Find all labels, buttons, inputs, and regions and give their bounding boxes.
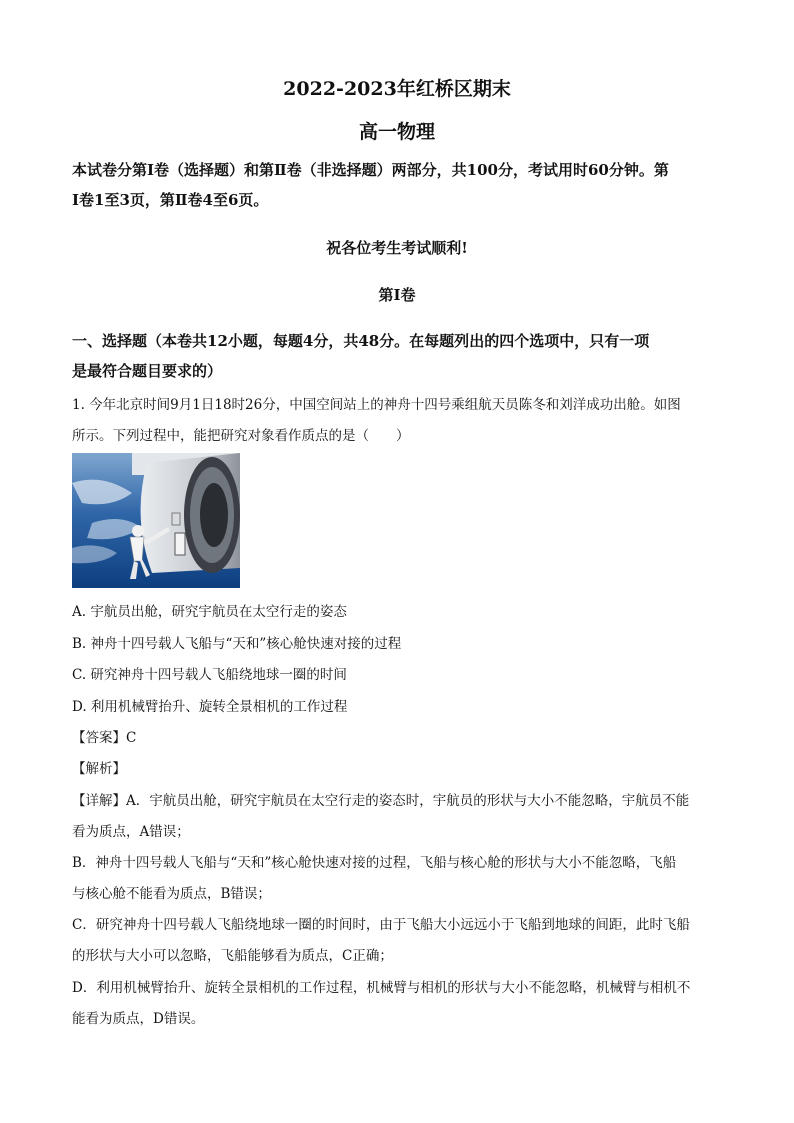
section-heading-line-1: 一、选择题（本卷共12小题，每题4分，共48分。在每题列出的四个选项中，只有一项: [72, 332, 650, 350]
space-station-photo: [72, 453, 240, 588]
detail-line-5: C．研究神舟十四号载人飞船绕地球一圈的时间时，由于飞船大小远远小于飞船到地球的间距，此时飞船: [72, 917, 690, 933]
analysis-heading: 【解析】: [72, 761, 126, 777]
detail-line-1: 【详解】A．宇航员出舱，研究宇航员在太空行走的姿态时，宇航员的形状与大小不能忽略，宇航员不能: [72, 793, 690, 809]
detail-line-2: 看为质点，A错误；: [72, 824, 190, 840]
section-heading-line-2: 是最符合题目要求的）: [72, 362, 223, 380]
detail-line-8: 能看为质点，D错误。: [72, 1011, 205, 1027]
option-a: A. 宇航员出舱，研究宇航员在太空行走的姿态: [72, 604, 347, 620]
subject-title: 高一物理: [358, 121, 435, 143]
detail-line-7: D．利用机械臂抬升、旋转全景相机的工作过程，机械臂与相机的形状与大小不能忽略，机械臂与相机不: [72, 980, 691, 996]
wish-line: 祝各位考生考试顺利!: [326, 239, 468, 257]
detail-line-6: 的形状与大小可以忽略，飞船能够看为质点，C正确；: [72, 948, 393, 964]
detail-line-3: B．神舟十四号载人飞船与“天和”核心舱快速对接的过程，飞船与核心舱的形状与大小不能忽略，飞船: [72, 855, 677, 871]
option-d: D. 利用机械臂抬升、旋转全景相机的工作过程: [72, 699, 348, 715]
question-stem-line-2: 所示。下列过程中，能把研究对象看作质点的是（ ）: [72, 428, 410, 444]
answer-line: 【答案】C: [72, 730, 137, 746]
volume-heading: 第Ⅰ卷: [378, 286, 416, 304]
detail-line-4: 与核心舱不能看为质点，B错误；: [72, 886, 271, 902]
option-c: C. 研究神舟十四号载人飞船绕地球一圈的时间: [72, 667, 347, 683]
exam-title: 2022-2023年红桥区期末: [283, 78, 511, 100]
option-b: B. 神舟十四号载人飞船与“天和”核心舱快速对接的过程: [72, 636, 402, 652]
intro-line-1: 本试卷分第Ⅰ卷（选择题）和第Ⅱ卷（非选择题）两部分，共100分，考试用时60分钟。第: [72, 161, 669, 179]
intro-line-2: Ⅰ卷1至3页，第Ⅱ卷4至6页。: [72, 191, 269, 209]
question-stem-line-1: 1. 今年北京时间9月1日18时26分，中国空间站上的神舟十四号乘组航天员陈冬和刘洋成功出舱。如图: [72, 397, 681, 413]
